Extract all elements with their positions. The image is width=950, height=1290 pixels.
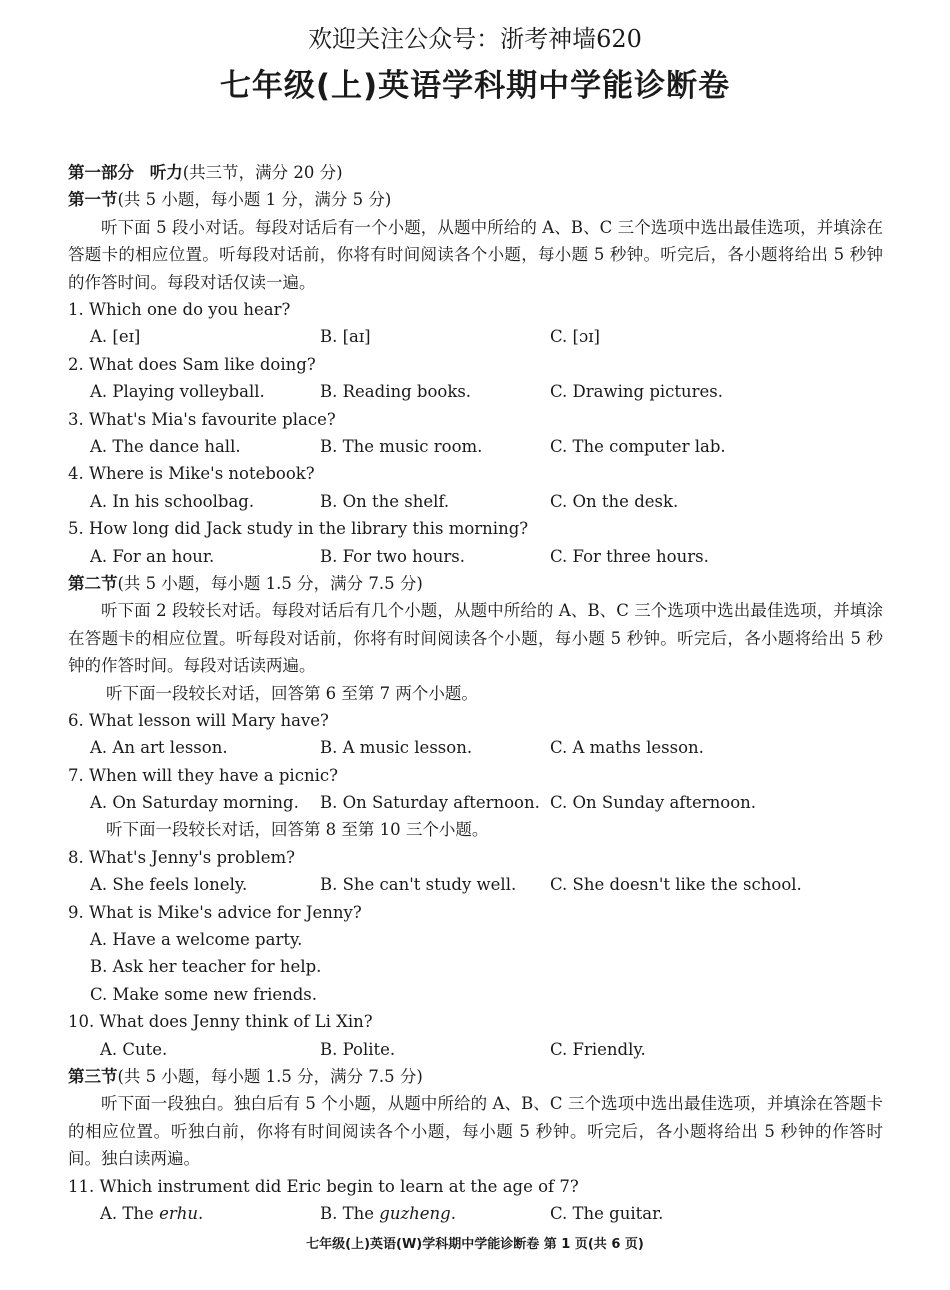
- question-stem: 6. What lesson will Mary have?: [68, 710, 329, 730]
- question-stem: 7. When will they have a picnic?: [68, 765, 338, 785]
- question-options: [68, 1036, 883, 1063]
- option-c: C. A maths lesson.: [550, 738, 704, 758]
- option-c: C. [ɔɪ]: [550, 327, 600, 347]
- question-stem: 5. How long did Jack study in the library this morning?: [68, 519, 529, 539]
- option-a: A. [eɪ]: [90, 327, 141, 347]
- page-title: 七年级(上)英语学科期中学能诊断卷: [219, 68, 731, 104]
- option-a: A. An art lesson.: [90, 738, 228, 758]
- option-b: B. [aɪ]: [320, 327, 371, 347]
- section-instructions: 听下面 2 段较长对话。每段对话后有几个小题，从题中所给的 A、B、C 三个选项中选出最佳选项，并填涂在答题卡的相应位置。听每段对话前，你将有时间阅读各个小题，每小题 5 秒钟。听完后，各小题将给出 5 秒钟的作答时间。每段对话读两遍。: [68, 601, 883, 676]
- option-b: B. The guzheng.: [320, 1203, 456, 1223]
- question-options: [68, 789, 883, 816]
- promo-line: 欢迎关注公众号：浙考神墙620: [308, 25, 642, 53]
- part-heading: 第一部分 听力(共三节，满分 20 分): [68, 163, 343, 182]
- question-stem: 1. Which one do you hear?: [68, 300, 291, 319]
- option-b: B. Reading books.: [320, 382, 472, 402]
- option-a: A. Have a welcome party.: [90, 930, 303, 950]
- section-instructions: 听下面 5 段小对话。每段对话后有一个小题，从题中所给的 A、B、C 三个选项中选出最佳选项，并填涂在答题卡的相应位置。听每段对话前，你将有时间阅读各个小题，每小题 5 秒钟。听完后，各小题将给出 5 秒钟的作答时间。每段对话仅读一遍。: [68, 217, 883, 292]
- exam-content: [68, 159, 883, 1227]
- dialogue-intro: 听下面一段较长对话，回答第 8 至第 10 三个小题。: [105, 820, 489, 840]
- option-a: A. Cute.: [100, 1039, 168, 1059]
- option-c: C. On Sunday afternoon.: [550, 793, 757, 813]
- question-stem: 2. What does Sam like doing?: [68, 354, 316, 374]
- dialogue-intro: 听下面一段较长对话，回答第 6 至第 7 两个小题。: [105, 683, 478, 703]
- question-options: [68, 1200, 883, 1227]
- option-a: A. She feels lonely.: [90, 875, 248, 895]
- section-heading: 第三节(共 5 小题，每小题 1.5 分，满分 7.5 分): [68, 1066, 423, 1086]
- option-a: A. The erhu.: [100, 1203, 204, 1223]
- option-b: B. On the shelf.: [320, 491, 450, 511]
- section-heading: 第二节(共 5 小题，每小题 1.5 分，满分 7.5 分): [68, 573, 423, 593]
- option-b: B. For two hours.: [320, 546, 465, 566]
- option-c: C. She doesn't like the school.: [550, 875, 802, 895]
- option-a: A. In his schoolbag.: [90, 491, 255, 511]
- question-stem: 11. Which instrument did Eric begin to learn at the age of 7?: [68, 1176, 579, 1196]
- option-c: C. For three hours.: [550, 546, 709, 566]
- option-c: C. Make some new friends.: [90, 984, 318, 1004]
- option-a: A. For an hour.: [90, 546, 215, 566]
- question-options: [68, 433, 883, 460]
- page-footer: 七年级(上)英语(W)学科期中学能诊断卷 第 1 页(共 6 页): [306, 1237, 644, 1252]
- option-a: A. On Saturday morning.: [90, 793, 299, 813]
- option-b: B. A music lesson.: [320, 738, 473, 758]
- option-c: C. The guitar.: [550, 1203, 664, 1223]
- option-c: C. Drawing pictures.: [550, 382, 724, 402]
- option-a: A. Playing volleyball.: [90, 382, 265, 402]
- option-c: C. On the desk.: [550, 491, 679, 511]
- question-stem: 10. What does Jenny think of Li Xin?: [68, 1012, 373, 1032]
- question-stem: 9. What is Mike's advice for Jenny?: [68, 902, 362, 922]
- section-heading: 第一节(共 5 小题，每小题 1 分，满分 5 分): [68, 190, 392, 210]
- option-b: B. On Saturday afternoon.: [320, 793, 540, 813]
- option-b: B. Polite.: [320, 1039, 396, 1059]
- option-b: B. The music room.: [320, 436, 483, 456]
- option-a: A. The dance hall.: [90, 436, 241, 456]
- question-options: [68, 871, 883, 898]
- option-b: B. She can't study well.: [320, 875, 517, 895]
- option-c: C. Friendly.: [550, 1039, 646, 1059]
- question-options: [68, 378, 883, 405]
- section-instructions: 听下面一段独白。独白后有 5 个小题，从题中所给的 A、B、C 三个选项中选出最佳选项，并填涂在答题卡的相应位置。听独白前，你将有时间阅读各个小题，每小题 5 秒钟。听完后，各小题将给出 5 秒钟的作答时间。独白读两遍。: [68, 1094, 883, 1169]
- option-c: C. The computer lab.: [550, 436, 726, 456]
- question-stem: 3. What's Mia's favourite place?: [68, 409, 336, 429]
- question-options: [68, 543, 883, 570]
- question-options: [68, 734, 883, 761]
- question-options: [68, 488, 883, 515]
- question-options: [68, 323, 883, 350]
- option-b: B. Ask her teacher for help.: [90, 957, 322, 977]
- question-stem: 8. What's Jenny's problem?: [68, 847, 295, 867]
- question-stem: 4. Where is Mike's notebook?: [68, 464, 315, 484]
